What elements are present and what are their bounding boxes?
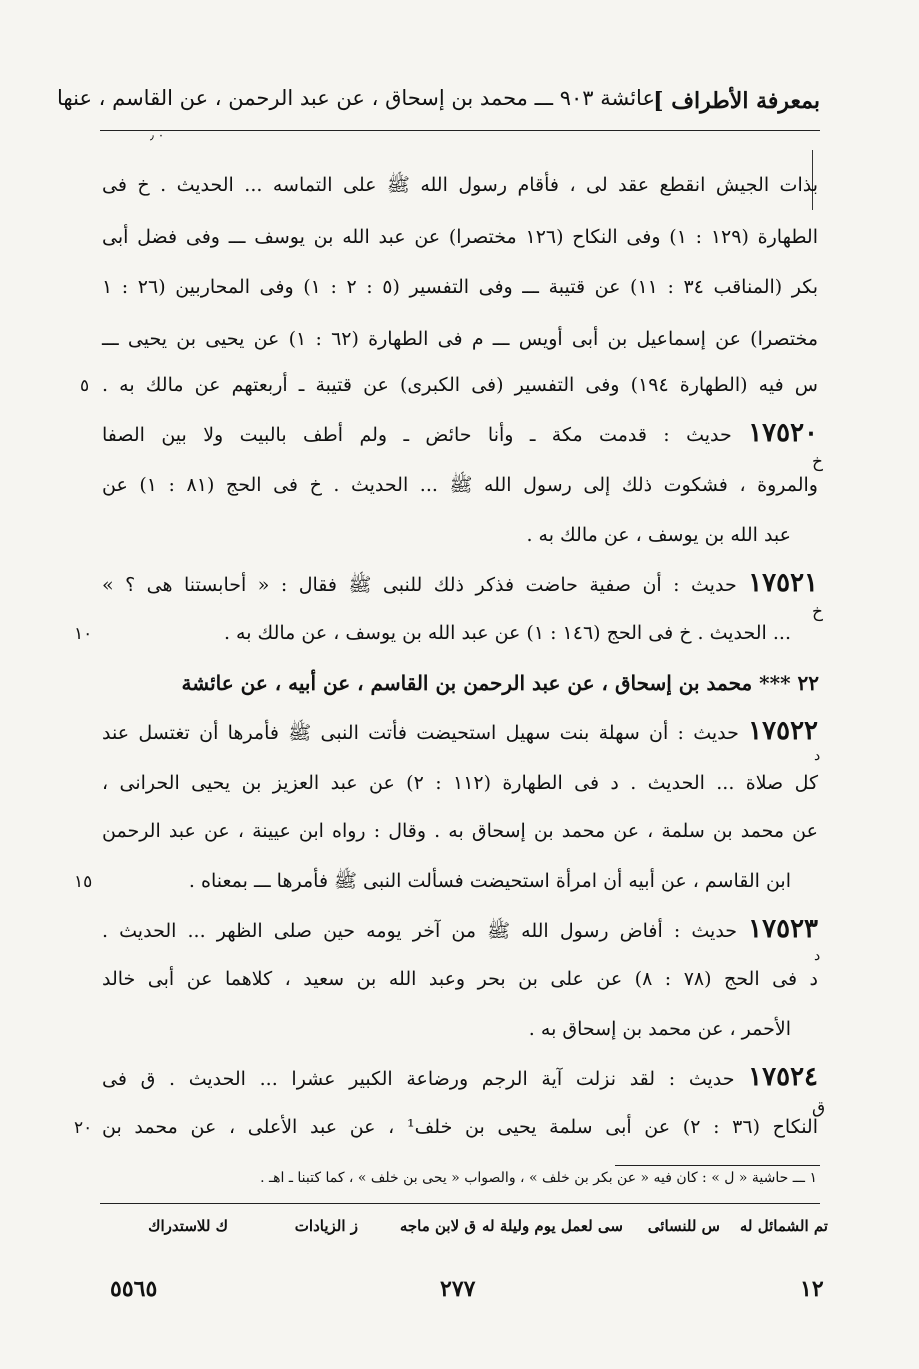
hadith-entry <box>102 916 818 944</box>
hadith-text: حديث : لقد نزلت آية الرجم ورضاعة الكبير عشرا ... الحديث . ق فى <box>102 1068 735 1090</box>
hadith-number: ١٧٥٢٢ <box>748 716 818 746</box>
legend-item: ك للاستدراك <box>148 1217 228 1235</box>
hadith-number: ١٧٥٢٣ <box>748 914 818 944</box>
text-line: الطهارة (١٢٩ : ١) وفى النكاح (١٢٦ مختصرا) عن عبد الله بن يوسف ـــ وفى فضل أبى <box>102 226 818 248</box>
text-line: بكر (المناقب ٣٤ : ١١) عن قتيبة ـــ وفى التفسير (٥ : ٢ : ١) وفى المحاربين (٢٦ : ١ <box>102 276 819 298</box>
hadith-number: ١٧٥٢٤ <box>748 1062 818 1092</box>
legend-item: ز الزيادات <box>294 1217 358 1235</box>
hadith-entry <box>102 718 818 746</box>
hadith-number: ١٧٥٢١ <box>748 568 819 598</box>
margin-line-number: ٥ <box>80 376 90 396</box>
text-line: عبد الله بن يوسف ، عن مالك به . <box>526 524 791 546</box>
text-line: س فيه (الطهارة ١٩٤) وفى التفسير (فى الكبرى) عن قتيبة ـ أربعتهم عن مالك به . <box>102 374 818 396</box>
text-line: بذات الجيش انقطع عقد لى ، فأقام رسول الله ﷺ على التماسه ... الحديث . خ فى <box>102 174 818 196</box>
hadith-entry <box>102 570 818 598</box>
footer-serial-number: ٥٥٦٥ <box>110 1276 158 1302</box>
margin-line-number: ١٥ <box>74 872 93 892</box>
margin-line-number: ٢٠ <box>74 1118 93 1138</box>
legend-rule <box>100 1203 820 1204</box>
legend-item: ق لابن ماجه <box>399 1217 476 1235</box>
hadith-entry <box>102 1064 818 1092</box>
running-header <box>57 78 820 124</box>
margin-siglum: د <box>814 748 821 764</box>
text-line: ... الحديث . خ فى الحج (١٤٦ : ١) عن عبد الله بن يوسف ، عن مالك به . <box>223 622 791 644</box>
header-rule <box>100 130 820 131</box>
hadith-text: حديث : أن صفية حاضت فذكر ذلك للنبى ﷺ فقال : « أحابستنا هى ؟ » <box>102 574 737 596</box>
footnote-rule <box>615 1165 820 1166</box>
margin-siglum: ق <box>812 1098 826 1118</box>
footnote: ١ ـــ حاشية « ل » : كان فيه « عن بكر بن خلف » ، والصواب « يحى بن خلف » ، كما كتبنا ـ اهـ . <box>260 1170 817 1186</box>
margin-siglum: د <box>814 948 821 964</box>
section-heading: ٢٢ *** محمد بن إسحاق ، عن عبد الرحمن بن القاسم ، عن أبيه ، عن عائشة <box>181 671 819 695</box>
hadith-text: حديث : أن سهلة بنت سهيل استحيضت فأتت النبى ﷺ فأمرها أن تغتسل عند <box>102 722 739 744</box>
margin-siglum: خ <box>812 452 823 472</box>
abbreviation-legend <box>108 1217 828 1245</box>
footer-volume-number: ١٢ <box>800 1276 824 1302</box>
hadith-text: حديث : أفاض رسول الله ﷺ من آخر يومه حين صلى الظهر ... الحديث . <box>102 920 738 942</box>
hadith-text: حديث : قدمت مكة ـ وأنا حائض ـ ولم أطف بالبيت ولا بين الصفا <box>102 424 732 446</box>
header-book-title: بمعرفة الأطراف ] <box>653 88 820 114</box>
text-line: عن محمد بن سلمة ، عن محمد بن إسحاق به . وقال : رواه ابن عيينة ، عن عبد الرحمن <box>102 820 818 842</box>
legend-item: تم الشمائل له <box>739 1217 828 1235</box>
text-line: النكاح (٣٦ : ٢) عن أبى سلمة يحيى بن خلف¹ ، عن عبد الأعلى ، عن محمد بن <box>102 1116 818 1138</box>
text-line: د فى الحج (٧٨ : ٨) عن على بن بحر وعبد الله بن سعيد ، كلاهما عن أبى خالد <box>102 968 818 990</box>
text-line: ابن القاسم ، عن أبيه أن امرأة استحيضت فسألت النبى ﷺ فأمرها ـــ بمعناه . <box>188 870 791 892</box>
text-line: مختصرا) عن إسماعيل بن أبى أويس ـــ م فى الطهارة (٦٢ : ١) عن يحيى بن يحيى ـــ <box>102 328 819 350</box>
text-line: الأحمر ، عن محمد بن إسحاق به . <box>528 1018 791 1040</box>
text-line: والمروة ، فشكوت ذلك إلى رسول الله ﷺ ... الحديث . خ فى الحج (٨١ : ١) عن <box>102 474 818 496</box>
legend-item: س للنسائى <box>647 1217 720 1235</box>
hadith-entry <box>102 420 818 448</box>
text-line: كل صلاة ... الحديث . د فى الطهارة (١١٢ : ٢) عن عبد العزيز بن يحيى الحرانى ، <box>102 772 819 794</box>
margin-siglum: خ <box>812 602 823 622</box>
header-chain-title: عائشة ٩٠٣ ـــ محمد بن إسحاق ، عن عبد الرحمن ، عن القاسم ، عنها <box>57 86 655 110</box>
footer-page-number: ٢٧٧ <box>440 1276 476 1302</box>
hadith-number: ١٧٥٢٠ <box>748 418 819 448</box>
header-ticks: ٠ ٫ <box>150 128 165 142</box>
legend-item: سى لعمل يوم وليلة له <box>482 1217 623 1235</box>
margin-line-number: ١٠ <box>74 624 93 644</box>
